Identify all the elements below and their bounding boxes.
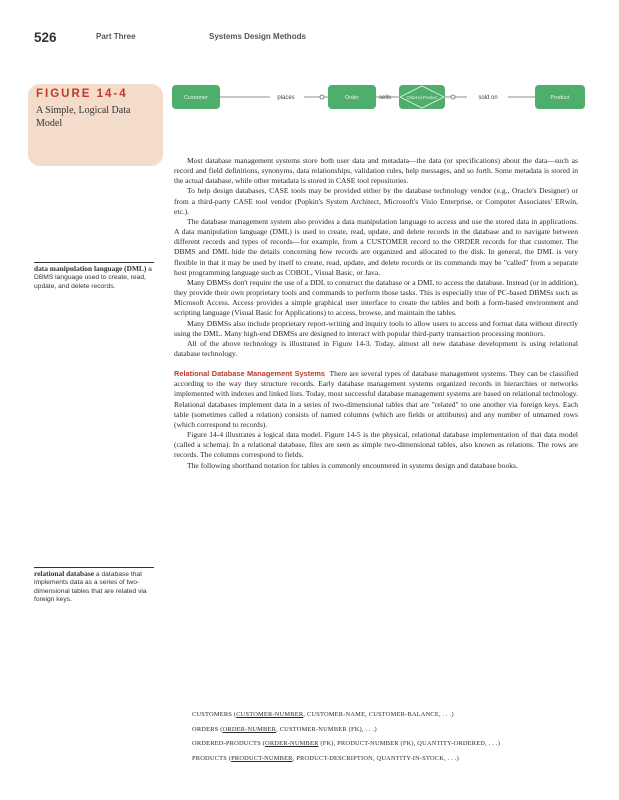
- table-notation: PRODUCTS (PRODUCT-NUMBER, PRODUCT-DESCRIPTION, QUANTITY-IN-STOCK, . . .): [192, 754, 459, 762]
- entity-ordered-product-label: Ordered Product: [406, 95, 438, 100]
- margin-def-relational: a database that implements data as a series of two-dimensional tables that are related via foreign keys.: [34, 571, 147, 603]
- paragraph: Figure 14-4 illustrates a logical data model. Figure 14-5 is the physical, relational database implementation of that data model (called a schema). In a relational database, files are seen as simple two-dimensional tables, also known as relations. The rows are records. The columns correspond to fields.: [174, 430, 578, 460]
- page-number: 526: [34, 30, 57, 45]
- entity-order-label: Order: [344, 95, 360, 101]
- rel-sells: sells: [378, 95, 392, 101]
- paragraph: All of the above technology is illustrated in Figure 14-3. Today, almost all new database development is using relational database technology.: [174, 338, 578, 358]
- figure-caption: A Simple, Logical Data Model: [36, 105, 131, 129]
- margin-term-dml: data manipulation language (DML): [34, 264, 147, 273]
- page-header: [34, 30, 594, 48]
- chapter-label: Systems Design Methods: [209, 32, 306, 41]
- body-text: [174, 156, 578, 471]
- paragraph: The database management system also provides a data manipulation language to access and use the stored data in applications. A data manipulation language (DML) is used to create, read, update, and delete records in the database and to navigate between different records and types of records—for example, from a CUSTOMER record to the ORDER records for that customer. The DBMS and DML hide the details concerning how records are organized and allocated to the disk. In general, the DML is very flexible in that it may be used by itself to create, read, update, and delete records or its commands may be "called" from a separate host programming language such as COBOL, Visual Basic, or Java.: [174, 216, 578, 277]
- rel-sold-on: sold on: [478, 95, 498, 101]
- margin-def-dml: a DBMS language used to create, read, update, and delete records.: [34, 266, 152, 290]
- paragraph: Most database management systems store both user data and metadata—the data (or specifications) about the data—such as record and field definitions, synonyms, data relationships, validation rules, help messages, and so forth. Some metadata is stored in the actual database, while other metadata is stored in CASE tool repositories.: [174, 156, 578, 186]
- paragraph: The following shorthand notation for tables is commonly encountered in systems design and database books.: [187, 460, 518, 470]
- logical-data-model-diagram: [170, 82, 610, 112]
- rel-places: places: [277, 95, 295, 101]
- paragraph: There are several types of database management systems. They can be classified according to the way they structure records. Early database management systems organized records in hierarchies or networks implemented with indexes and linked lists. Today, most successful database management systems are based on relational technology. Relational databases implement data in a series of two-dimensional tables that are "related" to one another via foreign keys. Each table (sometimes called a relation) consists of named columns (which are fields or attributes) and any number of unnamed rows (which correspond to records).: [174, 369, 578, 429]
- entity-customer-label: Customer: [184, 95, 208, 101]
- table-notation: ORDERS (ORDER-NUMBER, CUSTOMER-NUMBER (FK), . . .): [192, 725, 377, 733]
- section-paragraph: [174, 369, 578, 430]
- paragraph: To help design databases, CASE tools may be provided either by the database technology vendor (e.g., Oracle's Designer) or from a third-party CASE tool vendor (Popkin's System Architect, Microsoft's Visio Enterprise, or Computer Associates' ERwin, etc.).: [174, 186, 578, 216]
- paragraph: Many DBMSs also include proprietary report-writing and inquiry tools to allow users to access and format data without directly using the DML. Many high-end DBMSs are designed to interact with popular third-party transaction processing monitors.: [174, 318, 578, 338]
- margin-note-dml: [34, 262, 154, 291]
- table-notation: CUSTOMERS (CUSTOMER-NUMBER, CUSTOMER-NAME, CUSTOMER-BALANCE, . . .): [192, 711, 454, 718]
- paragraph: Many DBMSs don't require the use of a DDL to construct the database or a DML to access the database. Instead (or in addition), they provide their own proprietary tools and commands to perform those tasks. This is especially true of PC-based DBMSs such as Microsoft Access. Access provides a simple graphical user interface to create the tables and both a form-based environment and scripting language (Visual Basic for Applications) to access, browse, and maintain the tables.: [174, 277, 578, 318]
- entity-product-label: Product: [550, 95, 570, 101]
- part-label: Part Three: [96, 32, 136, 41]
- margin-term-relational: relational database: [34, 569, 95, 578]
- margin-note-relational: [34, 567, 154, 604]
- table-notation: ORDERED-PRODUCTS (ORDER-NUMBER (FK), PRODUCT-NUMBER (FK), QUANTITY-ORDERED, . . .): [192, 740, 501, 747]
- table-notation-list: [192, 708, 592, 766]
- section-heading: Relational Database Management Systems: [174, 369, 326, 379]
- figure-title: FIGURE 14-4: [36, 88, 128, 100]
